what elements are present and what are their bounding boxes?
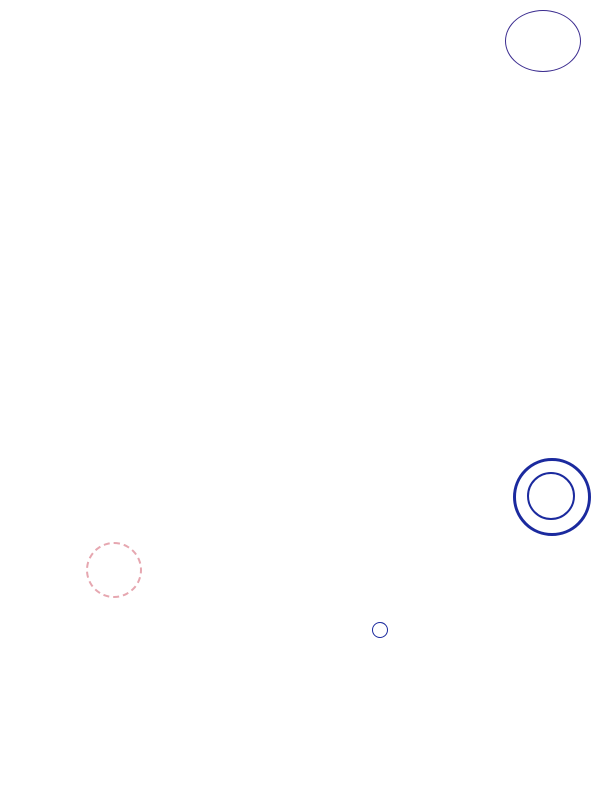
faded-postal-stamp bbox=[86, 542, 142, 598]
seal-inner-ring bbox=[527, 472, 575, 520]
pcx-stamp bbox=[505, 10, 581, 72]
apd-seal-stamp bbox=[513, 458, 591, 536]
handwritten-marker bbox=[372, 622, 388, 638]
pcx-stamp-text bbox=[508, 18, 578, 41]
